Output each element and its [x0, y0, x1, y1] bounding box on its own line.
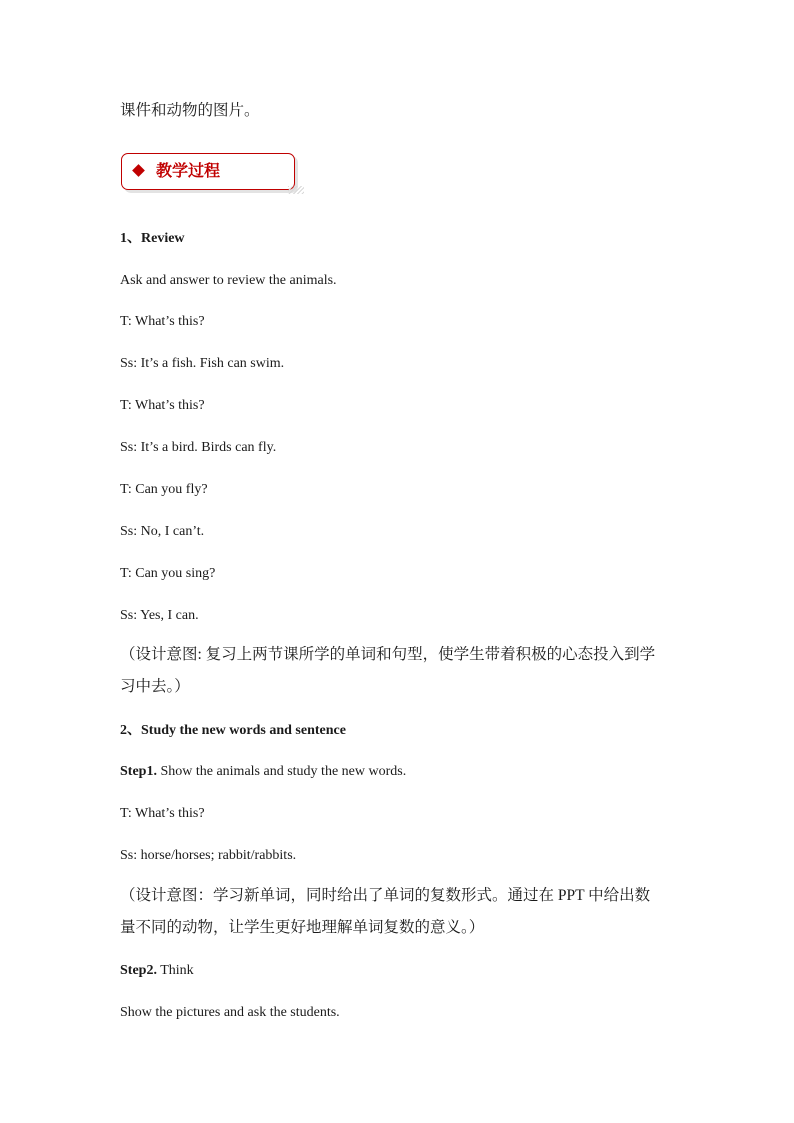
design-note: （设计意图: 复习上两节课所学的单词和句型，使学生带着积极的心态投入到学	[120, 646, 656, 663]
diamond-bullet-icon	[132, 164, 145, 177]
review-instruction: Ask and answer to review the animals.	[120, 273, 337, 288]
design-note: 量不同的动物，让学生更好地理解单词复数的意义。）	[120, 919, 485, 936]
dialogue-line: Ss: horse/horses; rabbit/rabbits.	[120, 848, 297, 863]
dialogue-line: Ss: No, I can’t.	[120, 524, 205, 539]
dialogue-line: Ss: It’s a fish. Fish can swim.	[120, 356, 285, 371]
hatch-decoration	[288, 186, 304, 194]
section-heading: 教学过程	[156, 161, 221, 180]
intro-line: 课件和动物的图片。	[120, 102, 260, 119]
dialogue-line: T: What’s this?	[120, 314, 205, 329]
design-note: （设计意图：学习新单词，同时给出了单词的复数形式。通过在 PPT 中给出数	[120, 887, 651, 904]
study-title: 2、Study the new words and sentence	[120, 723, 346, 738]
dialogue-line: T: Can you fly?	[120, 482, 208, 497]
design-note: 习中去。）	[120, 678, 190, 695]
step2-line	[120, 961, 194, 981]
dialogue-line: T: What’s this?	[120, 398, 205, 413]
section-heading-box	[121, 153, 295, 190]
step1-line	[120, 762, 406, 782]
dialogue-line: T: What’s this?	[120, 806, 205, 821]
review-title: 1、Review	[120, 231, 185, 246]
dialogue-line: Ss: It’s a bird. Birds can fly.	[120, 440, 277, 455]
step1-text: Show the animals and study the new words.	[156, 764, 407, 779]
dialogue-line: T: Can you sing?	[120, 566, 216, 581]
step2-instruction: Show the pictures and ask the students.	[120, 1005, 340, 1020]
step2-label: Step2.	[120, 963, 157, 978]
step1-label: Step1.	[120, 764, 157, 779]
dialogue-line: Ss: Yes, I can.	[120, 608, 199, 623]
step2-text: Think	[156, 963, 194, 978]
